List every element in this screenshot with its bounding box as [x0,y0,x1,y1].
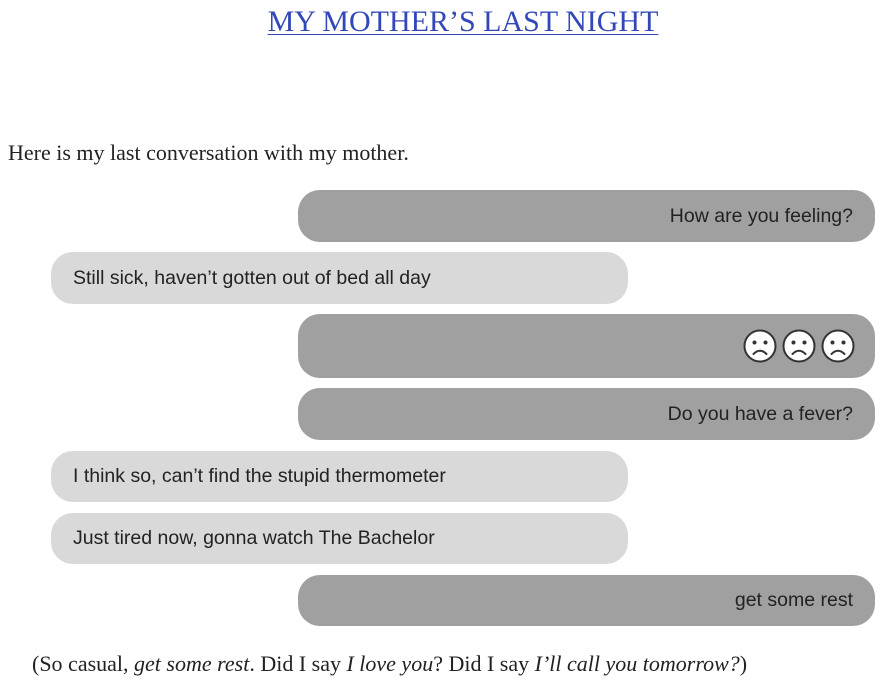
closing-italic-phrase: I’ll call you tomorrow? [534,651,740,676]
intro-text: Here is my last conversation with my mother. [8,140,409,165]
message-sent-emoji [298,314,875,378]
message-text: I think so, can’t find the stupid thermometer [73,465,446,487]
closing-text: ) [739,651,748,676]
message-text: How are you feeling? [669,204,853,227]
message-received-1 [51,252,628,304]
frowning-face-icon [821,329,855,363]
message-text: Just tired now, gonna watch The Bachelor [73,527,435,549]
closing-text: . Did I say [249,651,347,676]
message-sent-3 [298,575,875,626]
frowning-face-icon [743,329,777,363]
emoji-group [743,329,855,363]
closing-text: ? Did I say [433,651,535,676]
message-text: get some rest [734,589,853,611]
message-text: Still sick, haven’t gotten out of bed all day [73,266,431,289]
page-title-link[interactable]: MY MOTHER’S LAST NIGHT [267,5,659,38]
closing-italic-phrase: get some rest [134,651,250,676]
message-received-2 [51,451,628,502]
message-received-3 [51,513,628,564]
message-text: Do you have a fever? [667,402,853,425]
closing-text: (So casual, [32,651,135,676]
message-sent-2 [298,388,875,440]
closing-reflection [32,650,747,678]
frowning-face-icon [782,329,816,363]
message-sent-1 [298,190,875,242]
closing-italic-phrase: I love you [346,651,434,676]
